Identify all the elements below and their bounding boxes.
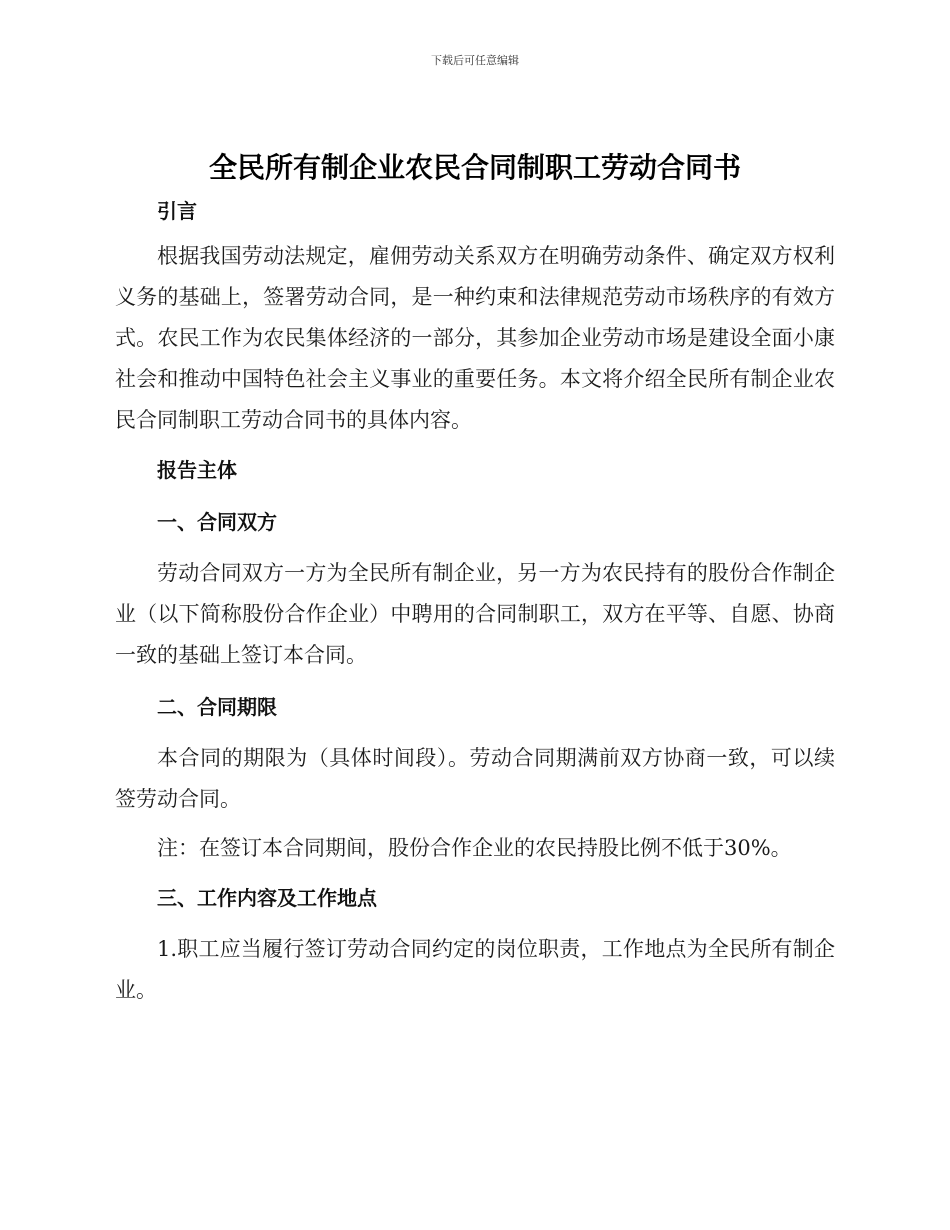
section2-paragraph: 本合同的期限为（具体时间段）。劳动合同期满前双方协商一致，可以续签劳动合同。 bbox=[115, 746, 835, 811]
spacer bbox=[115, 676, 835, 686]
spacer bbox=[115, 491, 835, 501]
header-note: 下载后可任意编辑 bbox=[431, 54, 519, 67]
spacer bbox=[115, 919, 835, 929]
section3-paragraph: 1.职工应当履行签订劳动合同约定的岗位职责，工作地点为全民所有制企业。 bbox=[115, 937, 835, 1002]
body-heading: 报告主体 bbox=[157, 458, 237, 482]
document-content bbox=[115, 190, 835, 1011]
section2-heading: 二、合同期限 bbox=[157, 695, 277, 719]
section1-paragraph: 劳动合同双方一方为全民所有制企业，另一方为农民持有的股份合作制企业（以下简称股份合作企业）中聘用的合同制职工，双方在平等、自愿、协商一致的基础上签订本合同。 bbox=[115, 561, 835, 667]
intro-heading: 引言 bbox=[157, 199, 197, 223]
spacer bbox=[115, 820, 835, 828]
spacer bbox=[115, 728, 835, 738]
section1-heading: 一、合同双方 bbox=[157, 510, 277, 534]
section2-note: 注：在签订本合同期间，股份合作企业的农民持股比例不低于30%。 bbox=[157, 836, 792, 860]
intro-paragraph: 根据我国劳动法规定，雇佣劳动关系双方在明确劳动条件、确定双方权利义务的基础上，签署劳动合同，是一种约束和法律规范劳动市场秩序的有效方式。农民工作为农民集体经济的一部分，其参加企业劳动市场是建设全面小康社会和推动中国特色社会主义事业的重要任务。本文将介绍全民所有制企业农民合同制职工劳动合同书的具体内容。 bbox=[115, 244, 835, 432]
spacer bbox=[115, 543, 835, 553]
section3-heading: 三、工作内容及工作地点 bbox=[157, 886, 377, 910]
document-title: 全民所有制企业农民合同制职工劳动合同书 bbox=[208, 151, 741, 184]
spacer bbox=[115, 441, 835, 449]
spacer bbox=[115, 869, 835, 877]
